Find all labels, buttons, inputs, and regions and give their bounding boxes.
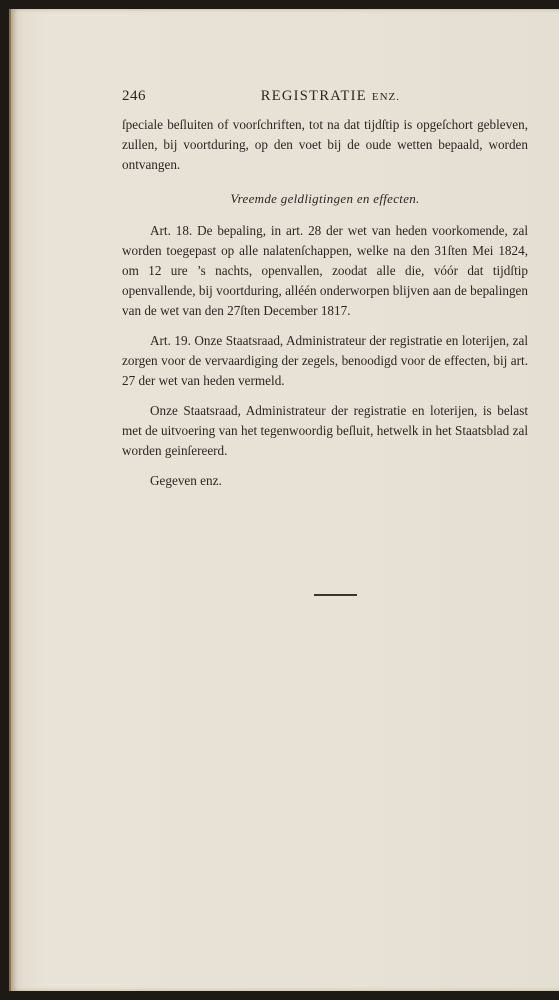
article-19-paragraph: Art. 19. Onze Staatsraad, Administrateur der registratie en loterijen, zal zorgen voor de vervaardiging der zegels, benoodigd voor de effecten, bij art. 27 der wet van heden vermeld. — [122, 333, 528, 388]
page-number: 246 — [122, 88, 146, 104]
section-title: Vreemde geldligtingen en effecten. — [230, 191, 420, 206]
end-rule-divider — [314, 594, 357, 596]
running-head — [261, 86, 400, 107]
running-head-suffix: ENZ. — [371, 91, 400, 103]
running-head-title: REGISTRATIE — [260, 88, 367, 104]
execution-paragraph: Onze Staatsraad, Administrateur der registratie en loterijen, is belast met de uitvoering van het tegenwoordig beſluit, hetwelk in het Staatsblad zal worden geinſereerd. — [122, 403, 528, 458]
continuation-paragraph: ſpeciale beſluiten of voorſchriften, tot na dat tijdſtip is opgeſchort gebleven, zullen, bij voortduring, op den voet bij de oude wetten bepaald, worden ontvangen. — [122, 117, 528, 172]
page-header — [122, 86, 528, 107]
article-18-paragraph: Art. 18. De bepaling, in art. 28 der wet van heden voorkomende, zal worden toegepast op alle nalatenſchappen, welke na den 31ſten Mei 1824, om 12 ure ’s nachts, openvallen, zoodat alle die, vóór dat tijdſtip openvallende, bij voortduring, alléén onderworpen blijven aan de bepalingen van de wet van den 27ſten December 1817. — [122, 223, 528, 318]
page-text — [122, 86, 528, 491]
closing-formula: Gegeven enz. — [150, 473, 222, 488]
